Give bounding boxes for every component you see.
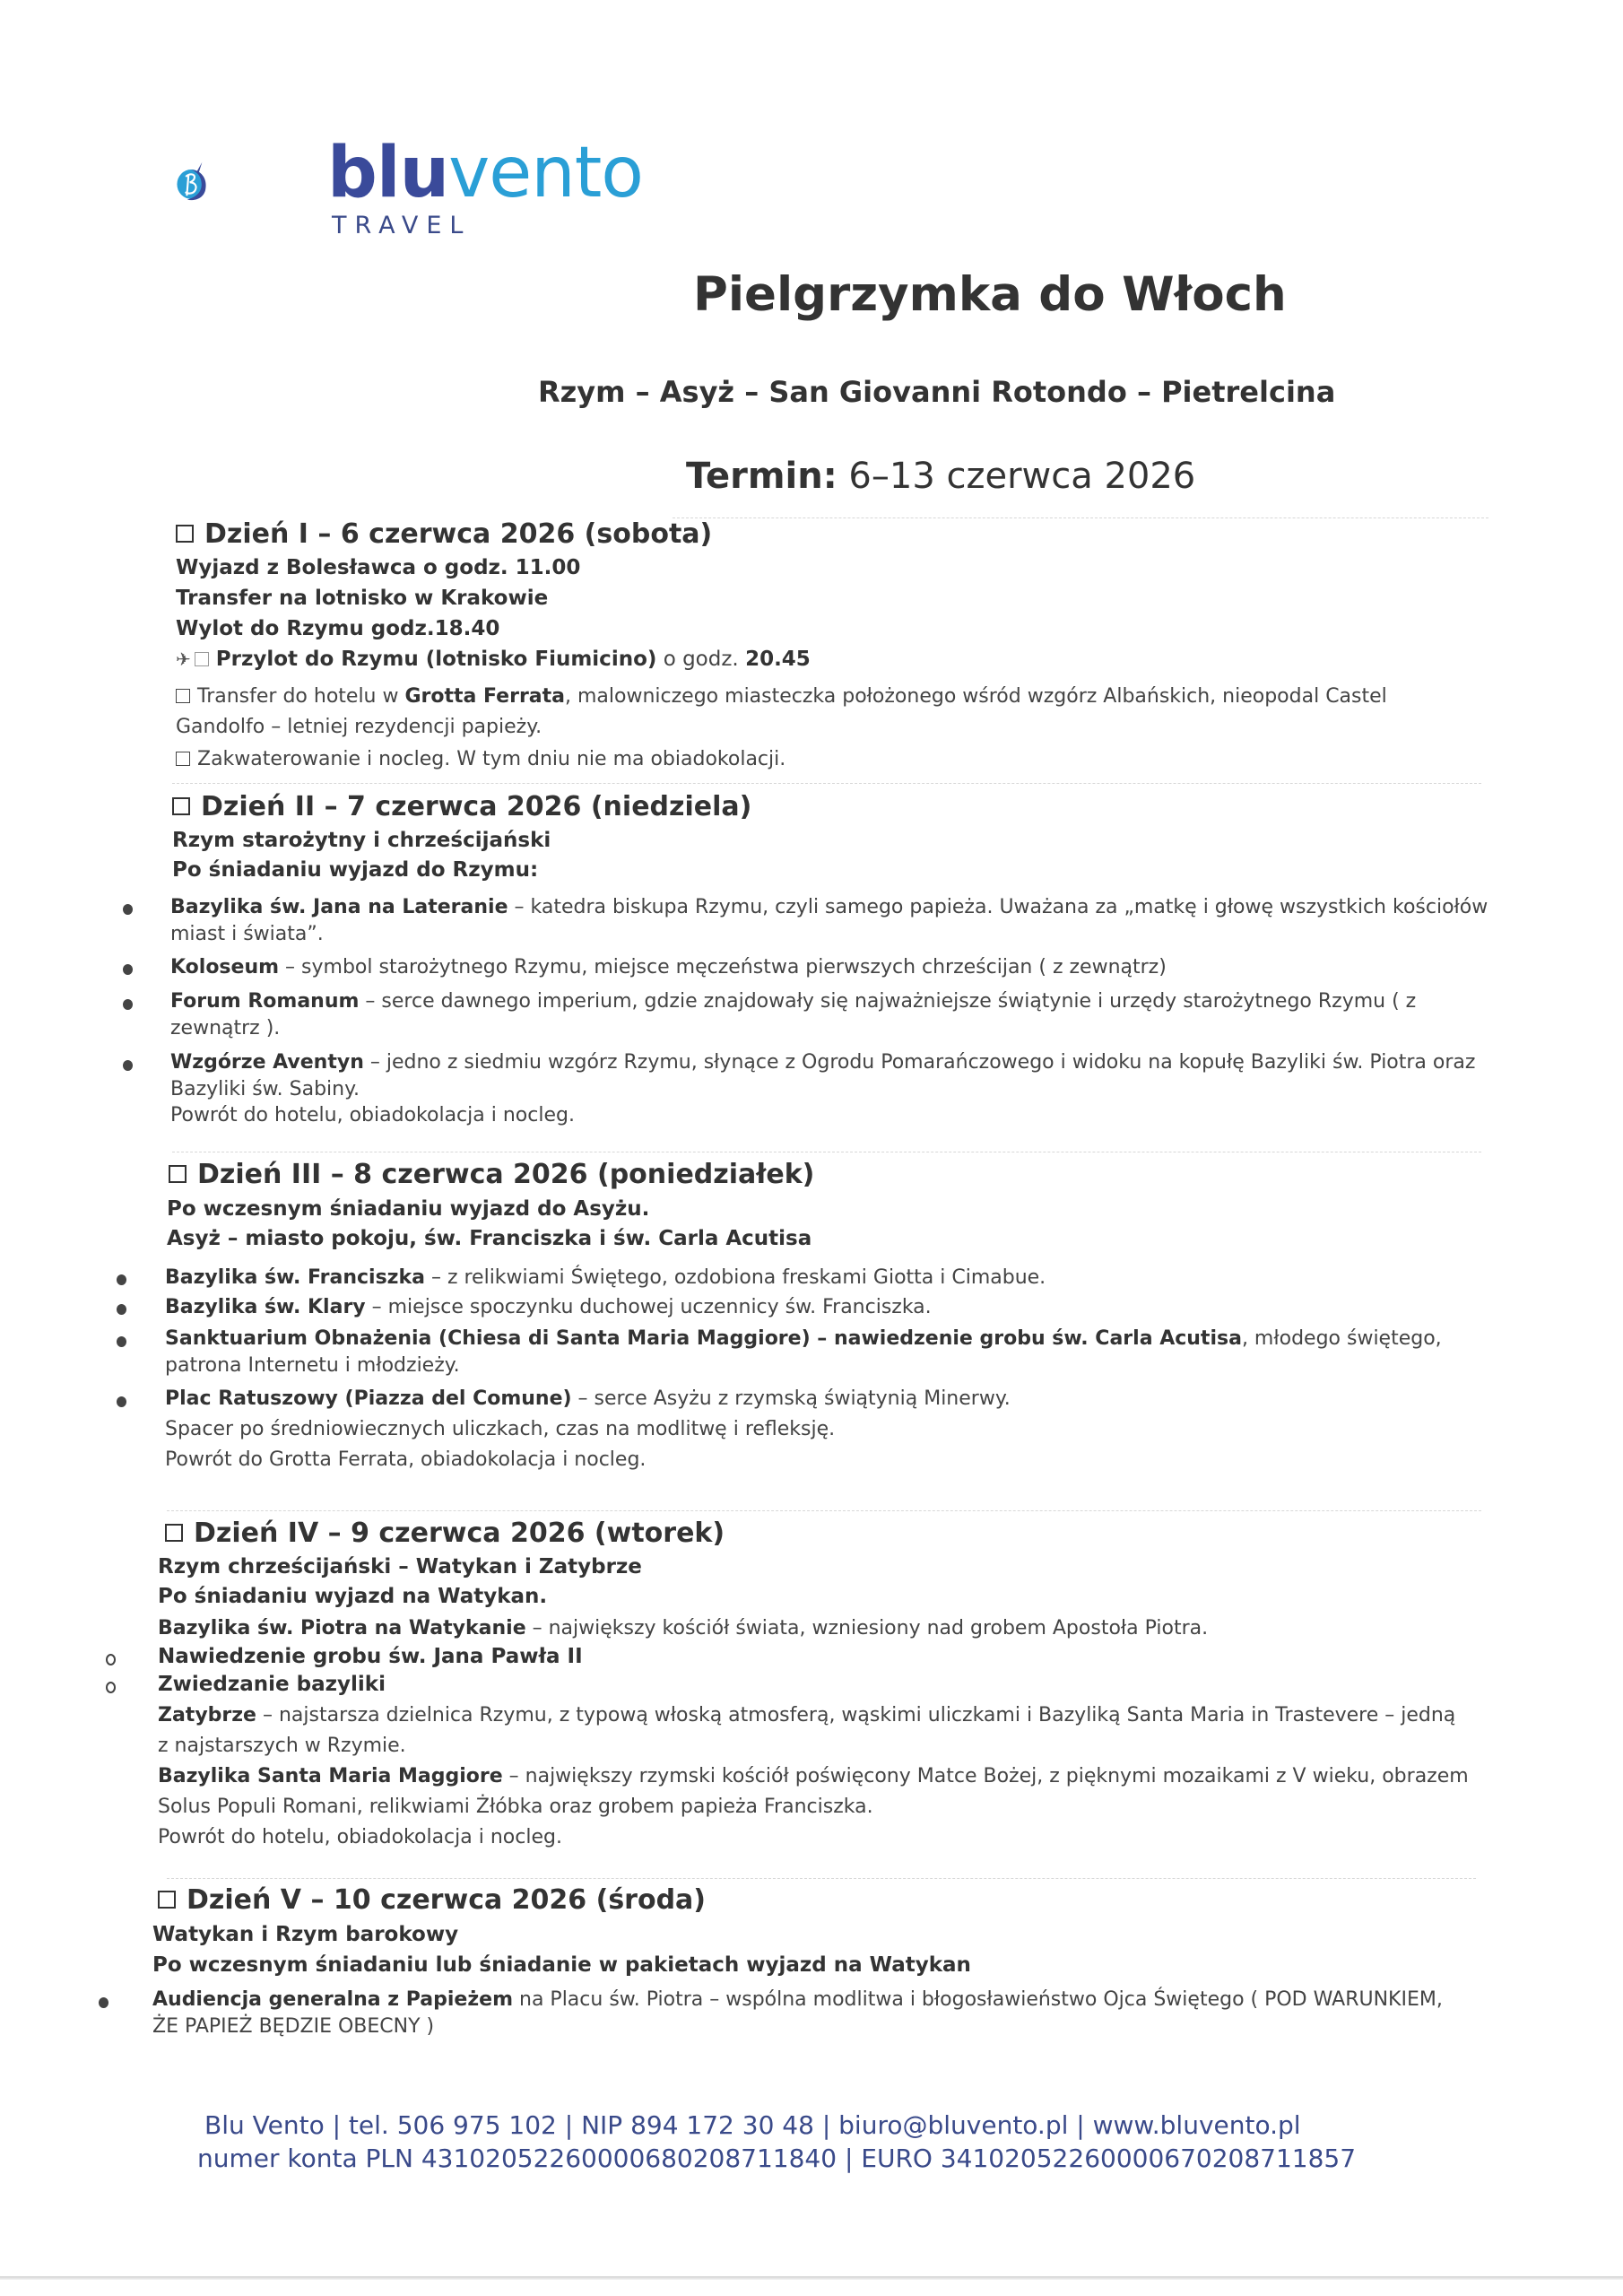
checkbox-icon (158, 1891, 176, 1909)
item-title: Audiencja generalna z Papieżem (152, 1988, 514, 2011)
bullet-icon (117, 1396, 126, 1407)
route-subtitle: Rzym – Asyż – San Giovanni Rotondo – Pietrelcina (538, 375, 1336, 409)
day3-closing: Powrót do Grotta Ferrata, obiadokolacja i nocleg. (165, 1448, 647, 1471)
item-title: Bazylika św. Jana na Lateranie (170, 896, 508, 918)
checkbox-icon (169, 1165, 187, 1183)
item-text: – z relikwiami Świętego, ozdobiona freskami Giotta i Cimabue. (424, 1266, 1046, 1289)
day1-heading (176, 518, 712, 550)
termin-value: 6–13 czerwca 2026 (848, 456, 1196, 497)
day4-subitem: Zwiedzanie bazyliki (158, 1673, 386, 1696)
item-text: – serce Asyżu z rzymską świątynią Minerwy. (571, 1387, 1011, 1410)
divider (673, 517, 1488, 518)
day1-line: Transfer na lotnisko w Krakowie (176, 587, 549, 610)
list-item (170, 894, 1497, 948)
checkbox-icon (195, 652, 209, 666)
checkbox-icon (176, 525, 194, 543)
day1-line: Wylot do Rzymu godz.18.40 (176, 617, 500, 640)
item-title: Bazylika św. Franciszka (165, 1266, 425, 1289)
footer-accounts: numer konta PLN 43102052260000680208711840 | EURO 34102052260000670208711857 (197, 2144, 1357, 2173)
day1-arrival (176, 648, 811, 671)
checkbox-icon (176, 752, 190, 766)
item-text: – największy kościół świata, wzniesiony nad grobem Apostoła Piotra. (525, 1617, 1209, 1639)
list-item (170, 954, 1497, 981)
item-text: – miejsce spoczynku duchowej uczennicy św. Franciszka. (365, 1296, 932, 1318)
bullet-icon (117, 1274, 126, 1285)
bullet-icon (123, 964, 133, 975)
transfer-pre: Transfer do hotelu w (197, 685, 405, 708)
item-title: Sanktuarium Obnażenia (Chiesa di Santa Maria Maggiore) – nawiedzenie grobu św. Carla Acutisa (165, 1327, 1242, 1350)
day4-heading-text: Dzień IV – 9 czerwca 2026 (wtorek) (194, 1518, 725, 1549)
item-title: Plac Ratuszowy (Piazza del Comune) (165, 1387, 572, 1410)
termin (686, 456, 1195, 497)
item-text: – katedra biskupa Rzymu, czyli samego papieża. Uważana za „matkę i głowę wszystkich kościołów miast i świata”. (170, 896, 1488, 945)
day2-line: Rzym starożytny i chrześcijański (172, 829, 551, 852)
day4-zatybrze (158, 1700, 1458, 1761)
transfer-bold: Grotta Ferrata (404, 685, 566, 708)
list-item (165, 1294, 1492, 1321)
list-item (165, 1326, 1492, 1379)
list-item (152, 1987, 1444, 2040)
day3-line: Po wczesnym śniadaniu wyjazd do Asyżu. (167, 1197, 650, 1221)
day1-lodging (176, 744, 785, 775)
item-title: Bazylika św. Piotra na Watykanie (158, 1617, 526, 1639)
list-item (165, 1265, 1492, 1292)
item-text: – największy rzymski kościół poświęcony Matce Bożej, z pięknymi mozaikami z V wieku, obrazem Solus Populi Romani, relikwiami Żłóbka oraz grobem papieża Franciszka. (158, 1765, 1469, 1818)
day5-heading-text: Dzień V – 10 czerwca 2026 (środa) (187, 1884, 707, 1916)
item-title: Koloseum (170, 956, 280, 978)
day2-closing: Powrót do hotelu, obiadokolacja i nocleg. (170, 1104, 575, 1126)
item-title: Forum Romanum (170, 990, 360, 1013)
logo-wordmark (327, 133, 643, 213)
day3-heading-text: Dzień III – 8 czerwca 2026 (poniedziałek) (197, 1159, 815, 1190)
checkbox-icon (165, 1524, 183, 1542)
bullet-icon (99, 1997, 108, 2008)
day3-line: Asyż – miasto pokoju, św. Franciszka i św. Carla Acutisa (167, 1227, 812, 1250)
day2-heading-text: Dzień II – 7 czerwca 2026 (niedziela) (201, 791, 752, 822)
day4-line: Po śniadaniu wyjazd na Watykan. (158, 1585, 548, 1608)
circle-bullet-icon (106, 1682, 116, 1693)
lodging-text: Zakwaterowanie i nocleg. W tym dniu nie ma obiadokolacji. (197, 748, 786, 770)
day4-closing: Powrót do hotelu, obiadokolacja i nocleg. (158, 1826, 562, 1848)
item-text: na Placu św. Piotra – wspólna modlitwa i błogosławieństwo Ojca Świętego ( POD WARUNKIEM, ŻE PAPIEŻ BĘDZIE OBECNY ) (152, 1988, 1443, 2038)
item-title: Zatybrze (158, 1704, 256, 1726)
arrival-text: Przylot do Rzymu (lotnisko Fiumicino) (215, 648, 657, 671)
footer-contact: Blu Vento | tel. 506 975 102 | NIP 894 172 30 48 | biuro@bluvento.pl | www.bluvento.pl (204, 2110, 1301, 2140)
page-edge (0, 2276, 1623, 2280)
arrival-mid: o godz. (656, 648, 746, 671)
day1-line: Wyjazd z Bolesławca o godz. 11.00 (176, 556, 581, 579)
day3-closing: Spacer po średniowiecznych uliczkach, czas na modlitwę i refleksję. (165, 1418, 836, 1440)
day4-subitem: Nawiedzenie grobu św. Jana Pawła II (158, 1645, 583, 1668)
day2-heading (172, 791, 751, 822)
divider (167, 1878, 1476, 1879)
list-item (165, 1386, 1492, 1413)
logo-vento: vento (448, 133, 643, 213)
bluvento-logo-mark (175, 115, 327, 249)
checkbox-icon (172, 797, 190, 815)
logo-travel: TRAVEL (332, 212, 472, 239)
list-item (170, 1049, 1497, 1103)
bullet-icon (123, 999, 133, 1010)
item-text: – najstarsza dzielnica Rzymu, z typową włoską atmosferą, wąskimi uliczkami i Bazyliką Santa Maria in Trastevere – jedną z najstarszych w Rzymie. (158, 1704, 1456, 1757)
page-title: Pielgrzymka do Włoch (693, 267, 1287, 322)
circle-bullet-icon (106, 1654, 116, 1665)
day2-line: Po śniadaniu wyjazd do Rzymu: (172, 858, 539, 882)
day4-smm (158, 1761, 1485, 1822)
divider (172, 783, 1481, 784)
bullet-icon (123, 1060, 133, 1071)
transfer-post: , malowniczego miasteczka położonego wśród wzgórz Albańskich, nieopodal Castel Gandolfo – letniej rezydencji papieży. (176, 685, 1387, 738)
bullet-icon (117, 1304, 126, 1315)
divider (167, 1510, 1481, 1511)
day1-transfer (176, 682, 1476, 743)
termin-label: Termin: (686, 456, 838, 497)
day3-heading (169, 1159, 814, 1190)
checkbox-icon (176, 689, 190, 703)
day5-line: Po wczesnym śniadaniu lub śniadanie w pakietach wyjazd na Watykan (152, 1953, 971, 1977)
arrival-time: 20.45 (745, 648, 811, 671)
day1-heading-text: Dzień I – 6 czerwca 2026 (sobota) (204, 518, 713, 550)
day4-basilica (158, 1613, 1208, 1644)
item-text: – symbol starożytnego Rzymu, miejsce męczeństwa pierwszych chrześcijan ( z zewnątrz) (279, 956, 1167, 978)
airplane-icon: ✈ (176, 648, 191, 670)
bullet-icon (123, 904, 133, 915)
item-title: Bazylika Santa Maria Maggiore (158, 1765, 503, 1787)
item-text: – serce dawnego imperium, gdzie znajdowały się najważniejsze świątynie i urzędy starożytnego Rzymu ( z zewnątrz ). (170, 990, 1417, 1039)
item-title: Wzgórze Aventyn (170, 1051, 364, 1074)
list-item (170, 988, 1497, 1042)
day4-heading (165, 1518, 725, 1549)
day4-line: Rzym chrześcijański – Watykan i Zatybrze (158, 1555, 642, 1578)
item-title: Bazylika św. Klary (165, 1296, 366, 1318)
bullet-icon (117, 1336, 126, 1347)
item-text: – jedno z siedmiu wzgórz Rzymu, słynące z Ogrodu Pomarańczowego i widoku na kopułę Bazyliki św. Piotra oraz Bazyliki św. Sabiny. (170, 1051, 1476, 1100)
logo-blu: blu (327, 133, 449, 213)
item-text: , młodego świętego, patrona Internetu i młodzieży. (165, 1327, 1442, 1377)
day5-heading (158, 1884, 706, 1916)
day5-line: Watykan i Rzym barokowy (152, 1923, 459, 1946)
